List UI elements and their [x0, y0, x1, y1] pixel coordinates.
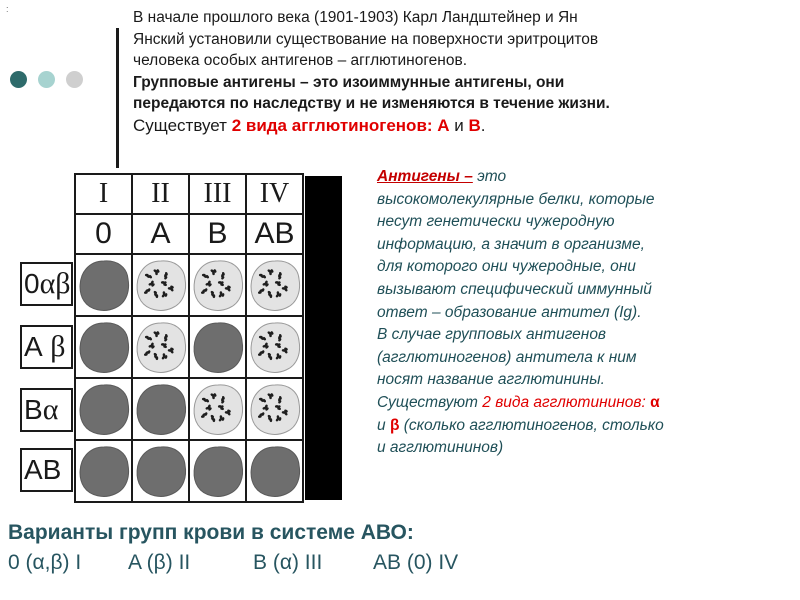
agglutinated-cell-icon	[134, 257, 188, 313]
def-line-11	[377, 392, 787, 415]
row-label-main: 0	[24, 268, 40, 299]
def-term: Антигены –	[377, 168, 473, 185]
def-line-12	[377, 415, 787, 438]
agglutinated-cell-icon	[248, 257, 302, 313]
blood-cell	[189, 440, 246, 502]
roman-header: I	[75, 174, 132, 214]
def-line: В случае групповых антигенов	[377, 326, 607, 344]
def-line: для которого они чужеродные, они	[377, 258, 636, 276]
intro-line-3: человека особых антигенов – агглютиногенов.	[133, 52, 468, 69]
agglutinated-cell-icon	[134, 319, 188, 375]
blood-cell	[246, 316, 303, 378]
row-label-ab	[20, 448, 73, 492]
normal-cell-icon	[191, 319, 245, 375]
blood-cell	[189, 316, 246, 378]
serum-row	[75, 440, 303, 502]
row-label-greek: αβ	[39, 267, 71, 300]
def-line: носят название агглютинины.	[377, 371, 605, 389]
blood-cell	[246, 254, 303, 316]
intro-line-5: передаются по наследству и не изменяются в течение жизни.	[133, 95, 610, 112]
blood-cell	[189, 254, 246, 316]
variants-list	[8, 548, 458, 578]
def-line: и агглютининов)	[377, 439, 504, 457]
intro-line-6	[133, 115, 783, 137]
corner-mark: :	[6, 4, 9, 14]
variant-item: A (β) II	[128, 551, 191, 574]
def-line: информацию, а значит в организме,	[377, 235, 645, 253]
row-label-a	[20, 325, 73, 369]
normal-cell-icon	[134, 381, 188, 437]
decorative-dots	[10, 71, 83, 88]
agglutination-table	[74, 173, 304, 503]
blood-cell	[189, 378, 246, 440]
black-bar	[305, 176, 342, 500]
def-beta: β	[389, 416, 400, 434]
variant-item: 0 (α,β) I	[8, 551, 82, 574]
blood-cell	[75, 316, 132, 378]
def-line-11-red: 2 вида агглютининов:	[482, 393, 646, 411]
intro-line-4: Групповые антигены – это изоиммунные антигены, они	[133, 73, 565, 91]
blood-group-variants	[8, 518, 458, 578]
roman-header: III	[189, 174, 246, 214]
normal-cell-icon	[134, 443, 188, 499]
group-header: 0	[75, 214, 132, 254]
normal-cell-icon	[77, 319, 131, 375]
blood-cell	[132, 316, 189, 378]
def-line-12-pre: и	[377, 416, 390, 434]
def-line: вызывают специфический иммунный	[377, 280, 652, 298]
blood-cell	[132, 440, 189, 502]
row-label-main: A	[24, 331, 43, 362]
def-line-12-post: (сколько агглютиногенов, столько	[399, 416, 664, 434]
normal-cell-icon	[77, 381, 131, 437]
blood-cell	[132, 254, 189, 316]
intro-line-1: В начале прошлого века (1901-1903) Карл Ландштейнер и Ян	[133, 9, 578, 26]
row-label-main: B	[24, 394, 43, 425]
blood-cell	[75, 254, 132, 316]
blood-cell	[246, 440, 303, 502]
agglutinated-cell-icon	[248, 319, 302, 375]
agglutinated-cell-icon	[191, 257, 245, 313]
def-line: высокомолекулярные белки, которые	[377, 190, 655, 208]
def-alpha: α	[650, 393, 660, 411]
serum-row	[75, 378, 303, 440]
serum-row	[75, 254, 303, 316]
intro-line-6-pre: Существует	[133, 115, 232, 135]
def-line-1-rest: это	[472, 168, 507, 185]
dot-dark-teal	[10, 71, 27, 88]
agglutinated-cell-icon	[191, 381, 245, 437]
blood-cell	[75, 378, 132, 440]
normal-cell-icon	[77, 443, 131, 499]
roman-header-row	[75, 174, 303, 214]
row-label-greek: α	[42, 393, 59, 426]
intro-line-6-post: .	[480, 115, 486, 135]
def-line: несут генетически чужеродную	[377, 213, 615, 231]
blood-cell	[132, 378, 189, 440]
row-label-main: AB	[24, 454, 62, 485]
blood-cell	[246, 378, 303, 440]
variant-item: AB (0) IV	[373, 551, 459, 574]
def-line-11-pre: Существуют	[377, 393, 483, 411]
row-label-0	[20, 262, 73, 306]
intro-line-2: Янский установили существование на поверхности эритроцитов	[133, 30, 599, 48]
divider-bar	[116, 28, 119, 168]
dot-gray	[66, 71, 83, 88]
agglutinated-cell-icon	[248, 381, 302, 437]
row-label-b	[20, 388, 73, 432]
normal-cell-icon	[77, 257, 131, 313]
serum-row	[75, 316, 303, 378]
row-label-greek: β	[42, 330, 66, 363]
group-header: AB	[246, 214, 303, 254]
group-header: B	[189, 214, 246, 254]
def-line: (агглютиногенов) антитела к ним	[377, 348, 637, 366]
normal-cell-icon	[248, 443, 302, 499]
intro-line-6-mid: и	[449, 115, 469, 135]
intro-line-6-red2: В	[468, 115, 481, 135]
def-line: ответ – образование антител (Ig).	[377, 303, 642, 321]
variant-item: B (α) III	[253, 551, 323, 574]
group-header: A	[132, 214, 189, 254]
intro-text	[133, 7, 783, 136]
roman-header: II	[132, 174, 189, 214]
blood-cell	[75, 440, 132, 502]
variants-title: Варианты групп крови в системе АВО:	[8, 521, 414, 544]
group-header-row	[75, 214, 303, 254]
intro-line-6-red: 2 вида агглютиногенов: А	[231, 115, 450, 135]
normal-cell-icon	[191, 443, 245, 499]
dot-light-teal	[38, 71, 55, 88]
antigen-definition	[377, 166, 787, 460]
roman-header: IV	[246, 174, 303, 214]
def-line-1	[377, 166, 787, 189]
